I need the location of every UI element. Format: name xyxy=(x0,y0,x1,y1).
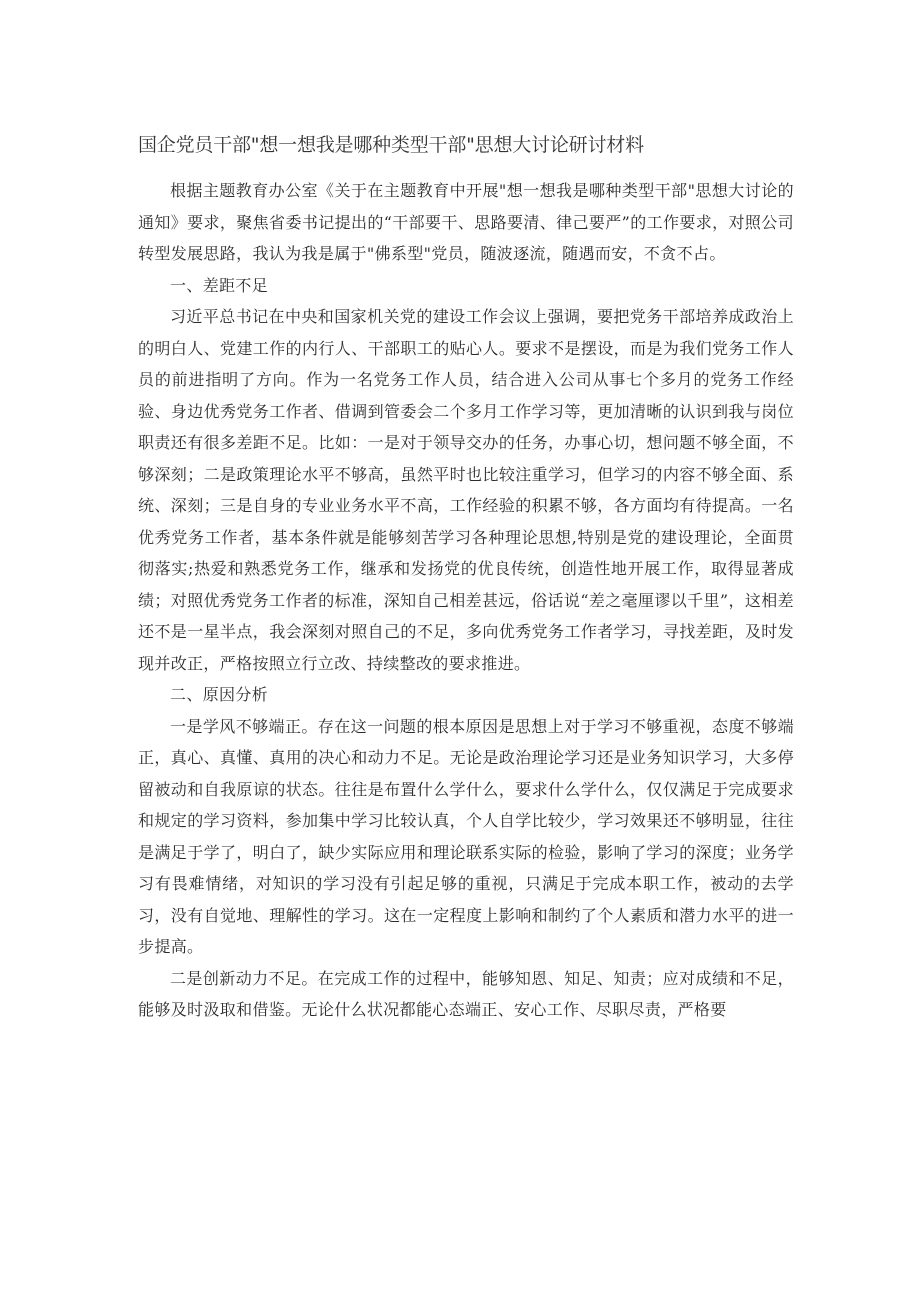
document-page xyxy=(138,130,794,1026)
document-title: 国企党员干部"想一想我是哪种类型干部"思想大讨论研讨材料 xyxy=(138,134,644,156)
cause-paragraph-study-style: 一是学风不够端正。存在这一问题的根本原因是思想上对于学习不够重视，态度不够端正，真心、真懂、真用的决心和动力不足。无论是政治理论学习还是业务知识学习，大多停留被动和自我原谅的状态。往往是布置什么学什么，要求什么学什么，仅仅满足于完成要求和规定的学习资料，参加集中学习比较认真，个人自学比较少，学习效果还不够明显，往往是满足于学了，明白了，缺少实际应用和理论联系实际的检验，影响了学习的深度；业务学习有畏难情绪，对知识的学习没有引起足够的重视，只满足于完成本职工作，被动的去学习，没有自觉地、理解性的学习。这在一定程度上影响和制约了个人素质和潜力水平的进一步提高。 xyxy=(138,716,794,956)
section-body-gaps: 习近平总书记在中央和国家机关党的建设工作会议上强调，要把党务干部培养成政治上的明白人、党建工作的内行人、干部职工的贴心人。要求不是摆设，而是为我们党务工作人员的前进指明了方向。作为一名党务工作人员，结合进入公司从事七个多月的党务工作经验、身边优秀党务工作者、借调到管委会二个多月工作学习等，更加清晰的认识到我与岗位职责还有很多差距不足。比如：一是对于领导交办的任务，办事心切，想问题不够全面，不够深刻；二是政策理论水平不够高，虽然平时也比较注重学习，但学习的内容不够全面、系统、深刻；三是自身的专业业务水平不高，工作经验的积累不够，各方面均有待提高。一名优秀党务工作者，基本条件就是能够刻苦学习各种理论思想,特别是党的建设理论，全面贯彻落实;热爱和熟悉党务工作，继承和发扬党的优良传统，创造性地开展工作，取得显著成绩；对照优秀党务工作者的标准，深知自己相差甚远，俗话说“差之毫厘谬以千里”，这相差还不是一星半点，我会深刻对照自己的不足，多向优秀党务工作者学习，寻找差距，及时发现并改正，严格按照立行立改、持续整改的要求推进。 xyxy=(138,307,794,673)
cause-paragraph-innovation: 二是创新动力不足。在完成工作的过程中，能够知恩、知足、知责；应对成绩和不足，能够及时汲取和借鉴。无论什么状况都能心态端正、安心工作、尽职尽责，严格要 xyxy=(138,968,794,1019)
intro-paragraph: 根据主题教育办公室《关于在主题教育中开展"想一想我是哪种类型干部"思想大讨论的通知》要求，聚焦省委书记提出的“干部要干、思路要清、律己要严”的工作要求，对照公司转型发展思路，我认为我是属于"佛系型"党员，随波逐流，随遇而安，不贪不占。 xyxy=(138,181,794,263)
section-heading-gaps: 一、差距不足 xyxy=(170,275,269,295)
section-heading-causes: 二、原因分析 xyxy=(170,685,269,704)
